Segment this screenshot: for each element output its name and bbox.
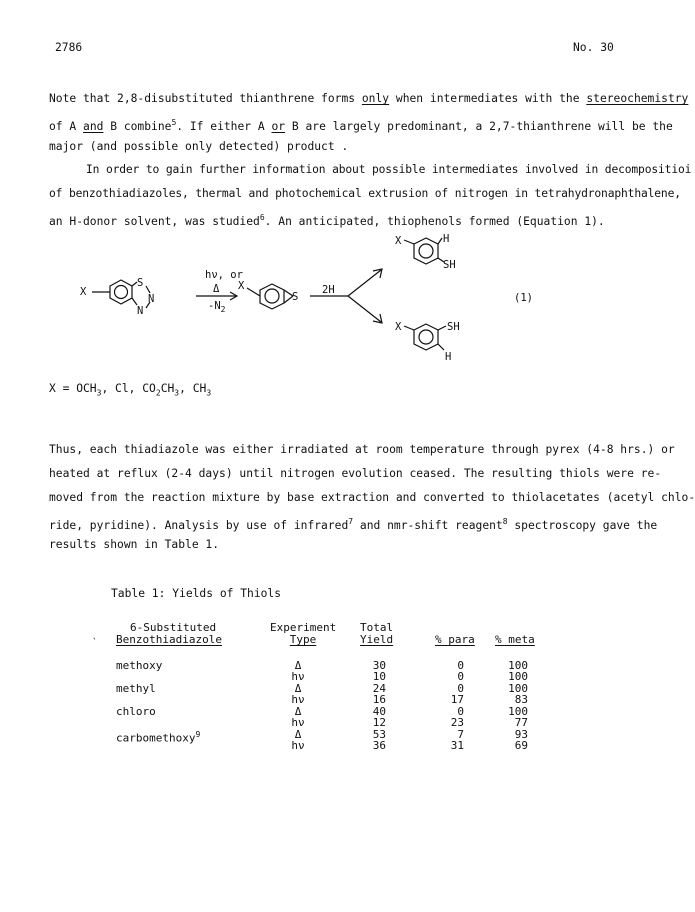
para1-line2-post: . If either A — [176, 119, 272, 133]
x-def-4: , CH — [179, 382, 207, 395]
para3-line4-mid: and nmr-shift reagent — [353, 518, 503, 532]
page-number: 2786 — [55, 41, 83, 54]
para1-or: or — [271, 119, 286, 133]
table-cell-para: 31 — [450, 739, 464, 752]
x-label-1: X — [80, 286, 87, 298]
table-cell-yield: 53 — [372, 728, 386, 741]
para3-line1: Thus, each thiadiazole was either irradiated at room temperature through pyrex (4-8 hrs.) or — [49, 443, 675, 456]
para2-line3-post: . An anticipated, thiophenols formed (Equation 1). — [264, 214, 605, 228]
table-cell-yield: 36 — [372, 739, 386, 752]
header-experiment-bottom — [270, 634, 336, 645]
table-cell-yield: 16 — [372, 693, 386, 706]
para2-line3-pre: an H-donor solvent, was studied — [49, 214, 260, 228]
table-cell-type: Δ — [294, 705, 302, 718]
x-definition — [49, 382, 211, 400]
h-label-top: H — [443, 233, 450, 245]
header-substituent-bottom: Benzothiadiazole — [116, 633, 222, 646]
table-cell-meta: 100 — [508, 670, 528, 683]
header-experiment-top: Experiment — [270, 621, 337, 634]
reagent-minus-n2 — [208, 299, 225, 317]
table-cell-meta: 77 — [514, 716, 528, 729]
branch-arrow-down — [348, 296, 381, 322]
table-cell-substituent: chloro — [116, 705, 156, 718]
table-cell-meta: 100 — [508, 705, 528, 718]
x-label-3: X — [395, 235, 402, 247]
sh-label-bottom: SH — [447, 321, 460, 333]
para3-line5: results shown in Table 1. — [49, 538, 220, 551]
aromatic-circle-3 — [419, 244, 433, 258]
para3-line2: heated at reflux (2-4 days) until nitrogen evolution ceased. The resulting thiols were re- — [49, 467, 662, 480]
journal-number: No. 30 — [573, 41, 614, 54]
ref-5: 5 — [171, 118, 177, 127]
x-def-3: CH — [160, 382, 175, 395]
header-experiment-type: Type — [289, 633, 317, 646]
ref-6: 6 — [259, 213, 265, 222]
n-label-1: N — [148, 293, 155, 305]
table-cell-meta: 69 — [514, 739, 528, 752]
table-cell-type: Δ — [294, 682, 302, 695]
n-label-2: N — [137, 305, 144, 317]
ref-7: 7 — [348, 517, 354, 526]
table-cell-type: Δ — [294, 728, 302, 741]
table-cell-para: 23 — [450, 716, 464, 729]
table-cell-type: hν — [291, 739, 305, 752]
para2-line1: In order to gain further information about possible intermediates involved in decompositioi — [86, 163, 692, 176]
para1-line1-pre: Note that 2,8-disubstituted thianthrene forms — [49, 92, 362, 105]
branch-arrow-up — [348, 270, 381, 296]
table-cell-yield: 40 — [372, 705, 386, 718]
table-cell-para: 0 — [457, 705, 464, 718]
para1-line3: major (and possible only detected) product . — [49, 140, 349, 153]
label-2h: 2H — [322, 284, 335, 296]
header-para: % para — [435, 633, 475, 646]
reagent-hv-or: hν, or — [205, 269, 243, 281]
x-def-sub3: 3 — [174, 388, 180, 398]
reagent-delta: Δ — [213, 283, 220, 295]
para1-line2-end: B are largely predominant, a 2,7-thianthrene will be the — [285, 119, 673, 133]
table-cell-meta: 100 — [508, 682, 528, 695]
table-caption: Table 1: Yields of Thiols — [111, 587, 282, 600]
sh-label-top: SH — [443, 259, 456, 271]
para3-line4 — [49, 515, 657, 533]
benzene-ring-3 — [414, 238, 438, 264]
equation-number: (1) — [514, 292, 533, 304]
header-total-top: Total — [360, 621, 394, 634]
x-label-2: X — [238, 280, 245, 292]
table-cell-para: 0 — [457, 659, 464, 672]
para1-stereochemistry: stereochemistry — [586, 92, 689, 105]
benzene-ring-2 — [260, 284, 284, 309]
ref-8: 8 — [502, 517, 508, 526]
table-cell-substituent: methyl — [116, 682, 156, 695]
reaction-scheme — [0, 0, 672, 400]
para3-line3: moved from the reaction mixture by base extraction and converted to thiolacetates (acetyl chlo- — [49, 491, 695, 504]
header-meta: % meta — [495, 633, 535, 646]
para3-line4-post: spectroscopy gave the — [507, 518, 658, 532]
table-cell-para: 7 — [457, 728, 464, 741]
table-cell-para: 0 — [457, 670, 464, 683]
table-cell-type: hν — [291, 693, 305, 706]
h-label-bottom: H — [445, 351, 452, 363]
table-cell-para: 0 — [457, 682, 464, 695]
para2-line2: of benzothiadiazoles, thermal and photochemical extrusion of nitrogen in tetrahydronaphthalene, — [49, 187, 681, 200]
x-def-sub4: 3 — [206, 388, 212, 398]
para3-line4-pre: ride, pyridine). Analysis by use of infrared — [49, 518, 349, 532]
table-cell-substituent: carbomethoxy$^9$ — [116, 730, 201, 745]
reagent-minus-n: -N — [208, 300, 221, 312]
header-total-bottom: Yield — [360, 633, 394, 646]
table-cell-substituent: methoxy — [116, 659, 163, 672]
table-cell-type: Δ — [294, 659, 302, 672]
para1-line1-mid: when intermediates with the — [389, 92, 587, 105]
benzene-ring-4 — [414, 324, 438, 350]
benzene-ring-1 — [110, 280, 132, 304]
aromatic-circle-1 — [115, 286, 128, 299]
para1-only: only — [361, 92, 390, 105]
x-def-sub2: 2 — [155, 388, 161, 398]
table-cell-meta: 93 — [514, 728, 528, 741]
header-substituent-top: 6-Substituted — [130, 621, 217, 634]
reagent-n2-sub: 2 — [220, 305, 226, 315]
table-cell-yield: 30 — [372, 659, 386, 672]
aromatic-circle-4 — [419, 330, 433, 344]
table-cell-meta: 100 — [508, 659, 528, 672]
para1-line2-mid: B combine — [103, 119, 172, 133]
aromatic-circle-2 — [265, 289, 279, 303]
table-cell-para: 17 — [450, 693, 464, 706]
table-cell-yield: 12 — [372, 716, 386, 729]
para1-and: and — [83, 119, 104, 133]
table-cell-yield: 10 — [372, 670, 386, 683]
tick-mark: ` — [92, 638, 98, 648]
s-label-1: S — [137, 277, 144, 289]
x-def-1: X = OCH — [49, 382, 97, 395]
para1-line2-pre: of A — [49, 119, 84, 133]
table-cell-type: hν — [291, 670, 305, 683]
x-def-sub1: 3 — [96, 388, 102, 398]
ref-9: 9 — [195, 730, 201, 739]
x-def-2: , Cl, CO — [101, 382, 156, 395]
table-cell-yield: 24 — [372, 682, 386, 695]
x-label-4: X — [395, 321, 402, 333]
table-cell-meta: 83 — [514, 693, 528, 706]
s-label-2: S — [292, 291, 299, 303]
table-cell-type: hν — [291, 716, 305, 729]
